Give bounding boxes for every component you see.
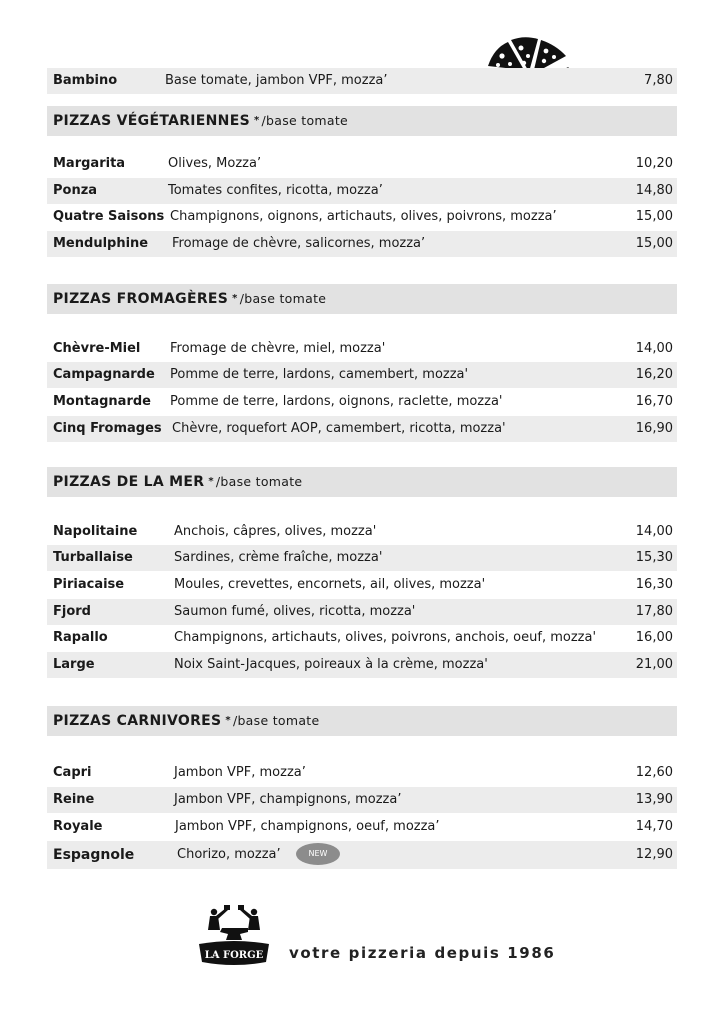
- item-description: Pomme de terre, lardons, oignons, raclette, mozza': [170, 394, 503, 409]
- item-description: Olives, Mozza’: [168, 156, 262, 171]
- item-price: 7,80: [644, 73, 673, 88]
- menu-item: [47, 204, 677, 230]
- menu-item: [47, 787, 677, 813]
- item-name: Cinq Fromages: [53, 421, 162, 436]
- item-price: 12,60: [635, 765, 673, 780]
- section-subtitle: /base tomate: [215, 474, 303, 489]
- item-description: Fromage de chèvre, miel, mozza': [170, 341, 386, 356]
- asterisk: *: [225, 715, 231, 726]
- item-description: Jambon VPF, mozza’: [174, 765, 306, 780]
- menu-item: [47, 389, 677, 415]
- logo-text: LA FORGE: [204, 950, 264, 961]
- menu-item: [47, 231, 677, 257]
- menu-item: [47, 841, 677, 869]
- item-price: 16,20: [635, 367, 673, 382]
- section-title: PIZZAS FROMAGÈRES: [53, 291, 229, 307]
- menu-item: [47, 572, 677, 598]
- item-description: Chorizo, mozza’: [177, 847, 281, 862]
- item-price: 14,00: [635, 524, 673, 539]
- item-description: Fromage de chèvre, salicornes, mozza’: [172, 236, 426, 251]
- item-name: Mendulphine: [53, 236, 149, 251]
- item-name: Reine: [53, 792, 95, 807]
- item-name: Chèvre-Miel: [53, 341, 141, 356]
- item-description: Jambon VPF, champignons, oeuf, mozza’: [175, 819, 440, 834]
- item-price: 16,70: [635, 394, 673, 409]
- item-price: 15,00: [635, 209, 673, 224]
- item-name: Ponza: [53, 183, 98, 198]
- item-description: Base tomate, jambon VPF, mozza’: [165, 73, 388, 88]
- item-price: 14,00: [635, 341, 673, 356]
- item-price: 21,00: [635, 657, 673, 672]
- item-name: Espagnole: [53, 847, 135, 863]
- item-name: Campagnarde: [53, 367, 155, 382]
- tagline: votre pizzeria depuis 1986: [289, 944, 556, 962]
- section-header-vegetariennes: [47, 106, 677, 136]
- item-name: Piriacaise: [53, 577, 125, 592]
- menu-item: [47, 336, 677, 362]
- la-forge-logo: [196, 904, 272, 970]
- item-name: Napolitaine: [53, 524, 138, 539]
- item-price: 10,20: [635, 156, 673, 171]
- asterisk: *: [253, 115, 260, 126]
- menu-item: [47, 625, 677, 651]
- menu-item: [47, 416, 677, 442]
- section-header-carnivores: [47, 706, 677, 736]
- item-name: Royale: [53, 819, 103, 834]
- item-description: Anchois, câpres, olives, mozza': [174, 524, 377, 539]
- menu-item: [47, 362, 677, 388]
- item-description: Sardines, crème fraîche, mozza': [174, 550, 383, 565]
- item-description: Chèvre, roquefort AOP, camembert, ricotta, mozza': [172, 421, 506, 436]
- section-header-fromageres: [47, 284, 677, 314]
- menu-item: [47, 814, 677, 840]
- menu-item-bambino: [47, 68, 677, 94]
- menu-item: [47, 178, 677, 204]
- item-price: 16,30: [635, 577, 673, 592]
- menu-item: [47, 599, 677, 625]
- item-price: 12,90: [635, 847, 673, 862]
- item-name: Large: [53, 657, 95, 672]
- item-name: Bambino: [53, 73, 118, 88]
- section-title: PIZZAS VÉGÉTARIENNES: [53, 113, 250, 129]
- item-price: 16,90: [635, 421, 673, 436]
- item-description: Tomates confites, ricotta, mozza’: [168, 183, 383, 198]
- menu-item: [47, 652, 677, 678]
- item-name: Turballaise: [53, 550, 133, 565]
- section-subtitle: /base tomate: [261, 113, 349, 128]
- item-price: 13,90: [635, 792, 673, 807]
- section-header-mer: [47, 467, 677, 497]
- menu-item: [47, 151, 677, 177]
- item-name: Capri: [53, 765, 92, 780]
- menu-item: [47, 760, 677, 786]
- item-description: Pomme de terre, lardons, camembert, mozza': [170, 367, 469, 382]
- item-description: Saumon fumé, olives, ricotta, mozza': [174, 604, 416, 619]
- section-title: PIZZAS CARNIVORES: [53, 713, 222, 729]
- new-badge: NEW: [296, 843, 340, 865]
- item-name: Montagnarde: [53, 394, 151, 409]
- item-description: Jambon VPF, champignons, mozza’: [174, 792, 402, 807]
- item-price: 15,30: [635, 550, 673, 565]
- item-name: Quatre Saisons: [53, 209, 165, 224]
- item-name: Rapallo: [53, 630, 108, 645]
- section-title: PIZZAS DE LA MER: [53, 474, 205, 490]
- item-description: Moules, crevettes, encornets, ail, olives, mozza': [174, 577, 486, 592]
- item-name: Margarita: [53, 156, 126, 171]
- item-description: Champignons, artichauts, olives, poivrons, anchois, oeuf, mozza': [174, 630, 597, 645]
- item-price: 15,00: [635, 236, 673, 251]
- item-description: Noix Saint-Jacques, poireaux à la crème, mozza': [174, 657, 488, 672]
- asterisk: *: [232, 293, 238, 304]
- section-subtitle: /base tomate: [232, 713, 320, 728]
- asterisk: *: [208, 476, 214, 487]
- item-name: Fjord: [53, 604, 91, 619]
- item-description: Champignons, oignons, artichauts, olives, poivrons, mozza’: [170, 209, 557, 224]
- menu-item: [47, 545, 677, 571]
- menu-item: [47, 519, 677, 545]
- item-price: 16,00: [635, 630, 673, 645]
- item-price: 14,70: [635, 819, 673, 834]
- item-price: 14,80: [635, 183, 673, 198]
- section-subtitle: /base tomate: [239, 291, 327, 306]
- item-price: 17,80: [635, 604, 673, 619]
